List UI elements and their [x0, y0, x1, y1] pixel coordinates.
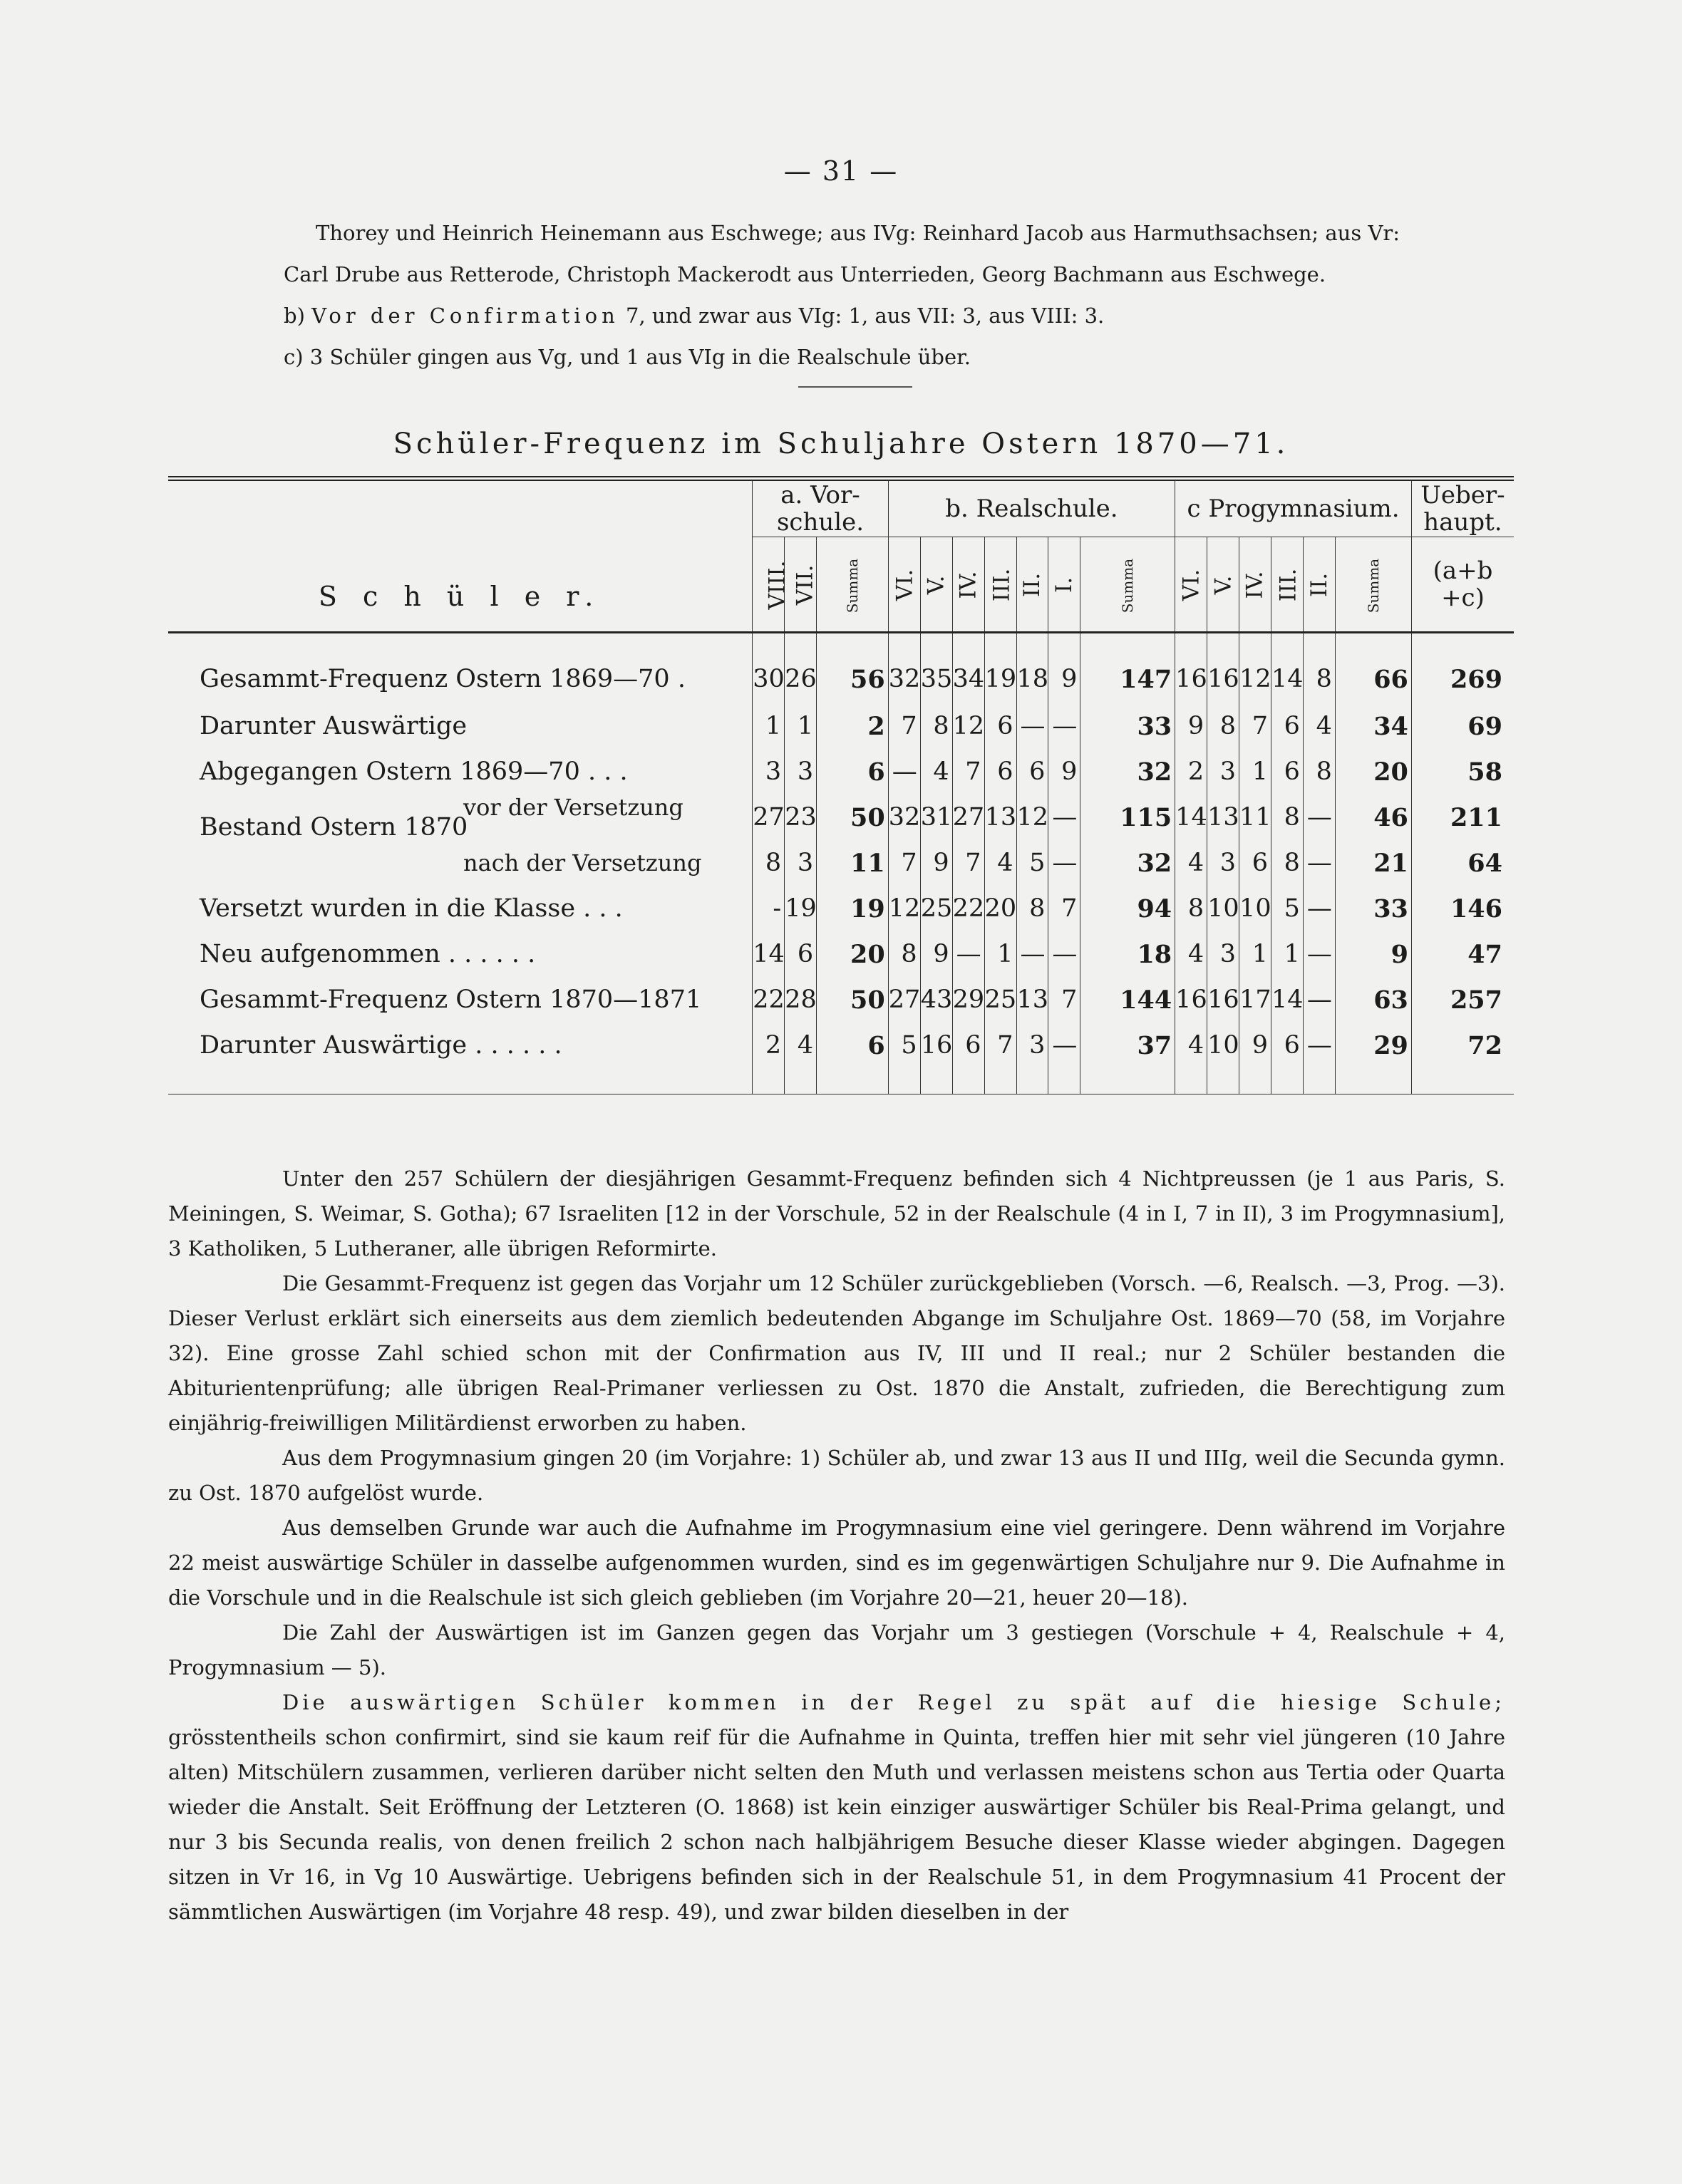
table-cell: 18 — [1080, 931, 1175, 977]
table-cell: 9 — [1239, 1023, 1271, 1094]
table-cell: — — [1048, 1023, 1080, 1094]
col-label: III. — [988, 568, 1014, 601]
table-cell: 7 — [888, 840, 920, 886]
table-cell: 63 — [1335, 977, 1411, 1023]
table-cell: 9 — [920, 931, 952, 977]
table-cell: 12 — [1016, 795, 1048, 840]
paragraph: Unter den 257 Schülern der diesjährigen Gesammt-Frequenz befinden sich 4 Nichtpreussen (je 1 aus Paris, S. Meiningen, S. Weimar, S. Gotha); 67 Israeliten [12 in der Vorschule, 52 in der Realschule (4 in I, 7 in II), 3 im Progymnasium], 3 Katholiken, 5 Lutheraner, alle übrigen Reformirte. — [168, 1166, 1505, 1261]
col-label: IV. — [955, 570, 981, 599]
intro-line-1: Thorey und Heinrich Heinemann aus Eschwege; aus IVg: Reinhard Jacob aus Harmuthsachsen; aus Vr: — [316, 221, 1400, 245]
col-label: V. — [923, 575, 949, 594]
table-cell: 21 — [1335, 840, 1411, 886]
table-cell: — — [1303, 977, 1335, 1023]
table-cell: 12 — [888, 886, 920, 931]
table-cell: 50 — [817, 795, 889, 840]
table-cell: — — [1048, 931, 1080, 977]
table-cell: 9 — [1175, 703, 1207, 749]
table-cell: 20 — [984, 886, 1016, 931]
table-cell: 1 — [1239, 749, 1271, 795]
table-cell: 257 — [1411, 977, 1514, 1023]
table-cell: 4 — [1175, 931, 1207, 977]
col-label: III. — [1275, 568, 1301, 601]
table-cell: 6 — [984, 703, 1016, 749]
table-cell: 22 — [753, 977, 785, 1023]
table-cell: 5 — [888, 1023, 920, 1094]
row-label-sub: vor der Versetzung — [463, 794, 683, 821]
table-cell: 269 — [1411, 633, 1514, 704]
col-header — [817, 537, 889, 633]
table-cell: 7 — [1048, 886, 1080, 931]
table-cell: 144 — [1080, 977, 1175, 1023]
table-cell: 4 — [785, 1023, 817, 1094]
table-cell: 50 — [817, 977, 889, 1023]
paragraph: Die Gesammt-Frequenz ist gegen das Vorjahr um 12 Schüler zurückgeblieben (Vorsch. —6, Realsch. —3, Prog. —3). Dieser Verlust erklärt sich einerseits aus dem ziemlich bedeutenden Abgange im Schuljahre Ost. 1869—70 (58, im Vorjahre 32). Eine grosse Zahl schied schon mit der Confirmation aus IV, III und II real.; nur 2 Schüler bestanden die Abiturientenprüfung; alle übrigen Real-Primaner verliessen zu Ost. 1870 die Anstalt, zufrieden, die Berechtigung zum einjährig-freiwilligen Militärdienst erworben zu haben. — [168, 1271, 1505, 1435]
table-cell: 46 — [1335, 795, 1411, 840]
col-header — [1175, 537, 1207, 633]
table-cell: 33 — [1335, 886, 1411, 931]
table-cell: 43 — [920, 977, 952, 1023]
table-cell: 5 — [1271, 886, 1303, 931]
table-cell: 3 — [1016, 1023, 1048, 1094]
table-cell: 27 — [888, 977, 920, 1023]
table-cell: — — [1303, 886, 1335, 931]
paragraph: Aus dem Progymnasium gingen 20 (im Vorjahre: 1) Schüler ab, und zwar 13 aus II und IIIg, weil die Secunda gymn. zu Ost. 1870 aufgelöst wurde. — [168, 1446, 1505, 1505]
table-heading: Schüler-Frequenz im Schuljahre Ostern 1870—71. — [393, 428, 1289, 460]
table-cell: 3 — [1207, 840, 1239, 886]
table-cell: 8 — [888, 931, 920, 977]
table-cell: 18 — [1016, 633, 1048, 704]
table-cell: 16 — [920, 1023, 952, 1094]
table-cell: 6 — [1271, 1023, 1303, 1094]
table-cell: 1 — [984, 931, 1016, 977]
table-cell: 32 — [888, 795, 920, 840]
col-label: VII. — [792, 564, 818, 605]
table-cell: 34 — [952, 633, 984, 704]
table-cell: 6 — [817, 1023, 889, 1094]
col-label: VI. — [1178, 569, 1204, 601]
table-cell: 94 — [1080, 886, 1175, 931]
table-cell: 2 — [817, 703, 889, 749]
row-label: Gesammt-Frequenz Ostern 1869—70 . — [200, 665, 686, 693]
body-text — [168, 1161, 1505, 1930]
table-cell: 69 — [1411, 703, 1514, 749]
table-cell: 12 — [1239, 633, 1271, 704]
page-number: — 31 — — [783, 155, 899, 187]
intro-line-3 — [170, 295, 1510, 336]
table-cell: 6 — [1239, 840, 1271, 886]
col-header — [1303, 537, 1335, 633]
table-cell: 3 — [1207, 931, 1239, 977]
table-cell: 37 — [1080, 1023, 1175, 1094]
table-row — [168, 749, 1514, 795]
table-cell: 58 — [1411, 749, 1514, 795]
table-cell: 7 — [888, 703, 920, 749]
table-cell: 13 — [1016, 977, 1048, 1023]
table-cell: 211 — [1411, 795, 1514, 840]
row-label-main: Bestand Ostern 1870 — [200, 813, 468, 842]
col-header — [753, 537, 790, 633]
col-label: II. — [1019, 572, 1046, 597]
col-header — [1239, 537, 1271, 633]
col-header — [1271, 537, 1303, 633]
table-cell: 6 — [952, 1023, 984, 1094]
table-cell: 66 — [1335, 633, 1411, 704]
table-cell: 22 — [952, 886, 984, 931]
paragraph: Aus demselben Grunde war auch die Aufnahme im Progymnasium eine viel geringere. Denn während im Vorjahre 22 meist auswärtige Schüler in dasselbe aufgenommen wurden, sind es im gegenwärtigen Schuljahre nur 9. Die Aufnahme in die Vorschule und in die Realschule ist sich gleich geblieben (im Vorjahre 20—21, heuer 20—18). — [168, 1516, 1505, 1610]
table-cell: 8 — [1016, 886, 1048, 931]
paragraph: Die Zahl der Auswärtigen ist im Ganzen gegen das Vorjahr um 3 gestiegen (Vorschule + 4, Realschule + 4, Progymnasium — 5). — [168, 1620, 1505, 1680]
table-cell: - — [753, 886, 785, 931]
table-cell: 146 — [1411, 886, 1514, 931]
table-row — [168, 931, 1514, 977]
col-label: II. — [1306, 572, 1332, 597]
table-cell: 4 — [920, 749, 952, 795]
table-cell: 6 — [1016, 749, 1048, 795]
table-row — [168, 840, 1514, 886]
frequency-table — [168, 476, 1514, 1094]
intro-line-3-spaced: Vor der Confirmation — [311, 304, 619, 328]
col-header — [1048, 537, 1080, 633]
table-row — [168, 977, 1514, 1023]
table-row — [168, 633, 1514, 704]
col-label: IV. — [1242, 570, 1269, 599]
col-header — [984, 537, 1016, 633]
table-cell: 27 — [753, 795, 785, 840]
table-cell: 26 — [785, 633, 817, 704]
section-divider — [798, 386, 912, 388]
paragraph-rest: grösstentheils schon confirmirt, sind sie kaum reif für die Aufnahme in Quinta, treffen hier mit sehr viel jüngeren (10 Jahre alten) Mitschülern zusammen, verlieren darüber nicht selten den Muth und verlassen meistens schon aus Tertia oder Quarta wieder die Anstalt. Seit Eröffnung der Letzteren (O. 1868) ist kein einziger auswärtiger Schüler bis Real-Prima gelangt, und nur 3 bis Secunda realis, von denen freilich 2 schon nach halbjährigem Besuche dieser Klasse wieder abgingen. Dagegen sitzen in Vr 16, in Vg 10 Auswärtige. Uebrigens befinden sich in der Realschule 51, in dem Progymnasium 41 Procent der sämmtlichen Auswärtigen (im Vorjahre 48 resp. 49), und zwar bilden dieselben in der — [168, 1725, 1505, 1924]
group-header-ueberhaupt: Ueber-haupt. — [1411, 479, 1514, 537]
row-label: Versetzt wurden in die Klasse . . . — [200, 894, 623, 923]
table-cell: 11 — [817, 840, 889, 886]
table-cell: 6 — [984, 749, 1016, 795]
row-label: Darunter Auswärtige . . . . . . — [200, 1031, 562, 1060]
row-header: S c h ü l e r. — [168, 479, 753, 633]
intro-line-3-rest: 7, und zwar aus VIg: 1, aus VII: 3, aus VIII: 3. — [626, 304, 1105, 328]
table-cell: 1 — [785, 703, 817, 749]
table-cell: 7 — [1239, 703, 1271, 749]
intro-line-4: c) 3 Schüler gingen aus Vg, und 1 aus VIg in die Realschule über. — [284, 345, 971, 369]
table-cell: 9 — [1335, 931, 1411, 977]
table-cell: 19 — [817, 886, 889, 931]
table-cell: 35 — [920, 633, 952, 704]
table-cell: 20 — [817, 931, 889, 977]
group-header-progymnasium: c Progymnasium. — [1175, 479, 1412, 537]
table-cell: 4 — [1175, 1023, 1207, 1094]
table-cell: — — [1303, 795, 1335, 840]
table-cell: 14 — [1271, 977, 1303, 1023]
table-cell: 8 — [1271, 840, 1303, 886]
table-cell: 8 — [753, 840, 785, 886]
table-cell: 8 — [920, 703, 952, 749]
table-cell: — — [1016, 931, 1048, 977]
paragraph-last — [168, 1685, 1505, 1930]
table-cell: 13 — [984, 795, 1016, 840]
table-cell: 10 — [1207, 886, 1239, 931]
col-label: V. — [1210, 575, 1237, 594]
table-cell: 56 — [817, 633, 889, 704]
row-label — [168, 840, 753, 886]
col-header — [1016, 537, 1048, 633]
table-cell: 7 — [984, 1023, 1016, 1094]
col-header — [952, 537, 984, 633]
table-row — [168, 886, 1514, 931]
table-cell: 17 — [1239, 977, 1271, 1023]
table-cell: 3 — [753, 749, 785, 795]
table-cell: 47 — [1411, 931, 1514, 977]
table-cell: 8 — [1175, 886, 1207, 931]
table-cell: 32 — [1080, 749, 1175, 795]
table-cell: 4 — [1303, 703, 1335, 749]
table-cell: 19 — [785, 886, 817, 931]
table-cell: 8 — [1207, 703, 1239, 749]
spaced-emphasis: Die auswärtigen Schüler kommen in der Regel zu spät auf die hiesige Schule; — [282, 1690, 1505, 1714]
col-label: Summa — [843, 558, 861, 614]
table-cell: 14 — [1175, 795, 1207, 840]
table-cell: 6 — [817, 749, 889, 795]
table-cell: 4 — [1175, 840, 1207, 886]
table-cell: 2 — [1175, 749, 1207, 795]
table-cell: 9 — [1048, 633, 1080, 704]
table-cell: 27 — [952, 795, 984, 840]
table-cell: 19 — [984, 633, 1016, 704]
col-header — [920, 537, 952, 633]
table-cell: — — [1048, 703, 1080, 749]
table-cell: 14 — [1271, 633, 1303, 704]
table-cell: 14 — [753, 931, 785, 977]
table-cell: 11 — [1239, 795, 1271, 840]
table-cell: 6 — [1271, 703, 1303, 749]
row-label: Darunter Auswärtige — [200, 712, 468, 740]
table-cell: 31 — [920, 795, 952, 840]
table-cell: 8 — [1303, 633, 1335, 704]
col-header — [888, 537, 920, 633]
table-cell: 8 — [1303, 749, 1335, 795]
table-cell: — — [1303, 1023, 1335, 1094]
intro-block — [170, 212, 1510, 378]
table-cell: 32 — [1080, 840, 1175, 886]
table-cell: 29 — [1335, 1023, 1411, 1094]
table-cell: 25 — [984, 977, 1016, 1023]
table-row — [168, 1023, 1514, 1094]
table-cell: 1 — [753, 703, 785, 749]
table-cell: 16 — [1175, 977, 1207, 1023]
row-label — [168, 795, 753, 840]
table-cell: 6 — [785, 931, 817, 977]
intro-line-2: Carl Drube aus Retterode, Christoph Mackerodt aus Unterrieden, Georg Bachmann aus Eschwege. — [284, 262, 1326, 286]
table-cell: 2 — [753, 1023, 785, 1094]
table-cell: 32 — [888, 633, 920, 704]
col-label: VI. — [892, 569, 917, 601]
table-cell: 23 — [785, 795, 817, 840]
table-cell: 3 — [1207, 749, 1239, 795]
table-cell: — — [888, 749, 920, 795]
table-cell: — — [1016, 703, 1048, 749]
table-cell: 13 — [1207, 795, 1239, 840]
col-label: I. — [1051, 576, 1078, 593]
table-cell: 7 — [952, 840, 984, 886]
table-cell: — — [1048, 795, 1080, 840]
table-cell: 1 — [1239, 931, 1271, 977]
table-cell: 20 — [1335, 749, 1411, 795]
table-cell: 25 — [920, 886, 952, 931]
col-label: VIII. — [764, 560, 790, 609]
table-cell: — — [1303, 931, 1335, 977]
table-cell: — — [1303, 840, 1335, 886]
table-cell: 4 — [984, 840, 1016, 886]
table-cell: 3 — [785, 749, 817, 795]
table-cell: 7 — [952, 749, 984, 795]
table-cell: 16 — [1207, 633, 1239, 704]
row-label-sub: nach der Versetzung — [463, 849, 702, 876]
table-row — [168, 795, 1514, 840]
col-header — [1080, 537, 1175, 633]
table-cell: 30 — [753, 633, 785, 704]
table-cell: 10 — [1239, 886, 1271, 931]
col-label: Summa — [1119, 558, 1137, 614]
row-label: Gesammt-Frequenz Ostern 1870—1871 — [200, 985, 702, 1014]
table-cell: 1 — [1271, 931, 1303, 977]
table-cell: 10 — [1207, 1023, 1239, 1094]
table-cell: 29 — [952, 977, 984, 1023]
table-cell: 34 — [1335, 703, 1411, 749]
table-row — [168, 703, 1514, 749]
table-cell: 115 — [1080, 795, 1175, 840]
intro-line-3-prefix: b) — [284, 304, 305, 328]
table-cell: 16 — [1207, 977, 1239, 1023]
table-cell: 28 — [785, 977, 817, 1023]
table-cell: 12 — [952, 703, 984, 749]
table-cell: 8 — [1271, 795, 1303, 840]
row-label: Neu aufgenommen . . . . . . — [200, 940, 536, 968]
table-body — [168, 633, 1514, 1094]
table-cell: 3 — [785, 840, 817, 886]
table-cell: 9 — [1048, 749, 1080, 795]
table-cell: 72 — [1411, 1023, 1514, 1094]
table-cell: 7 — [1048, 977, 1080, 1023]
table-cell: 64 — [1411, 840, 1514, 886]
row-label: Abgegangen Ostern 1869—70 . . . — [200, 757, 628, 786]
group-header-realschule: b. Realschule. — [888, 479, 1175, 537]
table-cell: 33 — [1080, 703, 1175, 749]
table-cell: 147 — [1080, 633, 1175, 704]
table-cell: 6 — [1271, 749, 1303, 795]
table-cell: 16 — [1175, 633, 1207, 704]
col-label: Summa — [1364, 558, 1382, 614]
group-header-vorschule: a. Vor-schule. — [753, 479, 888, 537]
table-cell: 5 — [1016, 840, 1048, 886]
col-header-total: (a+b +c) — [1411, 537, 1514, 633]
col-header — [1207, 537, 1239, 633]
table-cell: — — [952, 931, 984, 977]
col-header — [1335, 537, 1411, 633]
table-cell: — — [1048, 840, 1080, 886]
table-cell: 9 — [920, 840, 952, 886]
